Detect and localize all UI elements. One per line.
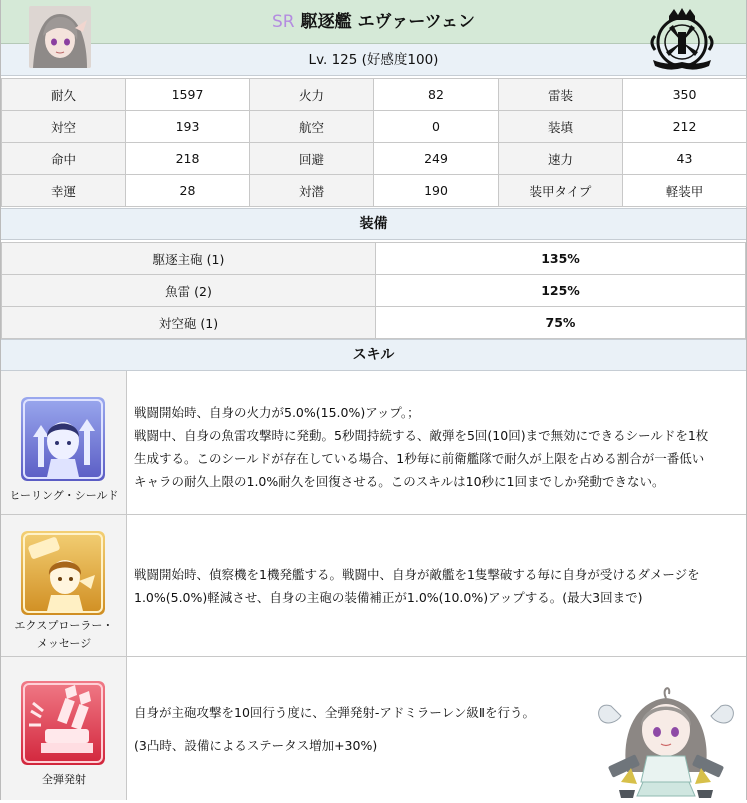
- stat-label: 装填: [499, 111, 623, 143]
- skill-description-line: (3凸時、設備によるステータス増加+30%): [134, 738, 378, 753]
- skills-section-title: スキル: [1, 339, 746, 371]
- stat-value: 軽装甲: [623, 175, 747, 207]
- header-bar: [1, 0, 746, 44]
- stats-row: [2, 143, 747, 175]
- equipment-efficiency: 135%: [376, 243, 746, 275]
- skill-icon-cell: [1, 657, 127, 800]
- skill-description: [134, 563, 734, 609]
- stat-value: 212: [623, 111, 747, 143]
- full-barrage-icon: [21, 681, 105, 765]
- equipment-section-title: 装備: [1, 208, 746, 240]
- stat-label: 航空: [250, 111, 374, 143]
- skill-icon-cell: [1, 515, 127, 656]
- equipment-row: [2, 243, 746, 275]
- skill-row: [1, 371, 746, 515]
- character-portrait-icon: [29, 6, 91, 68]
- stat-label: 命中: [2, 143, 126, 175]
- stats-row: [2, 79, 747, 111]
- ship-name: 駆逐艦 エヴァーツェン: [300, 12, 475, 32]
- stat-label: 対空: [2, 111, 126, 143]
- stat-value: 82: [374, 79, 499, 111]
- stat-value: 1597: [126, 79, 250, 111]
- level-bar: Lv. 125 (好感度100): [1, 44, 746, 76]
- explorer-message-icon: [21, 531, 105, 615]
- skill-description-line: 自身が主砲攻撃を10回行う度に、全弾発射-アドミラーレン級Ⅱを行う。: [134, 705, 536, 720]
- equipment-name: 魚雷 (2): [2, 275, 376, 307]
- stats-row: [2, 175, 747, 207]
- chibi-character-icon: [591, 672, 741, 800]
- skill-description-line: 1.0%(5.0%)軽減させ、自身の主砲の装備補正が1.0%(10.0%)アップする。(最大3回まで): [134, 590, 643, 605]
- stat-label: 火力: [250, 79, 374, 111]
- equipment-efficiency: 75%: [376, 307, 746, 339]
- stat-value: 193: [126, 111, 250, 143]
- equipment-efficiency: 125%: [376, 275, 746, 307]
- skill-description-line: 戦闘開始時、偵察機を1機発艦する。戦闘中、自身が敵艦を1隻撃破する毎に自身が受けるダメージを: [134, 567, 700, 582]
- stat-label: 雷装: [499, 79, 623, 111]
- rarity-badge: SR: [272, 12, 295, 32]
- skill-name: メッセージ: [36, 637, 92, 650]
- stat-label: 耐久: [2, 79, 126, 111]
- skill-description-line: 戦闘開始時、自身の火力が5.0%(15.0%)アップ。；: [134, 405, 420, 420]
- skill-row: [1, 515, 746, 657]
- healing-shield-icon: [21, 397, 105, 481]
- stat-value: 350: [623, 79, 747, 111]
- skill-description-line: 生成する。このシールドが存在している場合、1秒毎に前衛艦隊で耐久が上限を占める割合が一番低い: [134, 451, 705, 466]
- equipment-row: [2, 307, 746, 339]
- skill-description-line: 戦闘中、自身の魚雷攻撃時に発動。5秒間持続する、敵弾を5回(10回)まで無効にできるシールドを1枚: [134, 428, 709, 443]
- skill-name: 全弾発射: [42, 773, 86, 786]
- equipment-name: 駆逐主砲 (1): [2, 243, 376, 275]
- stats-row: [2, 111, 747, 143]
- equipment-row: [2, 275, 746, 307]
- stat-value: 28: [126, 175, 250, 207]
- stat-value: 0: [374, 111, 499, 143]
- skill-icon-cell: [1, 371, 127, 514]
- skill-name: ヒーリング・シールド: [9, 489, 119, 502]
- stat-value: 218: [126, 143, 250, 175]
- skill-description-line: キャラの耐久上限の1.0%耐久を回復させる。このスキルは10秒に1回までしか発動できない。: [134, 474, 665, 489]
- stat-label: 速力: [499, 143, 623, 175]
- skill-name: エクスプローラー・: [14, 619, 114, 632]
- stats-table: [1, 78, 747, 207]
- stat-value: 249: [374, 143, 499, 175]
- stat-label: 対潜: [250, 175, 374, 207]
- page-title: [1, 0, 746, 44]
- stat-label: 装甲タイプ: [499, 175, 623, 207]
- skill-description: [134, 401, 734, 493]
- stat-label: 幸運: [2, 175, 126, 207]
- equipment-name: 対空砲 (1): [2, 307, 376, 339]
- stat-value: 43: [623, 143, 747, 175]
- equipment-table: [1, 242, 746, 339]
- faction-emblem-icon: [647, 6, 717, 72]
- stat-value: 190: [374, 175, 499, 207]
- stat-label: 回避: [250, 143, 374, 175]
